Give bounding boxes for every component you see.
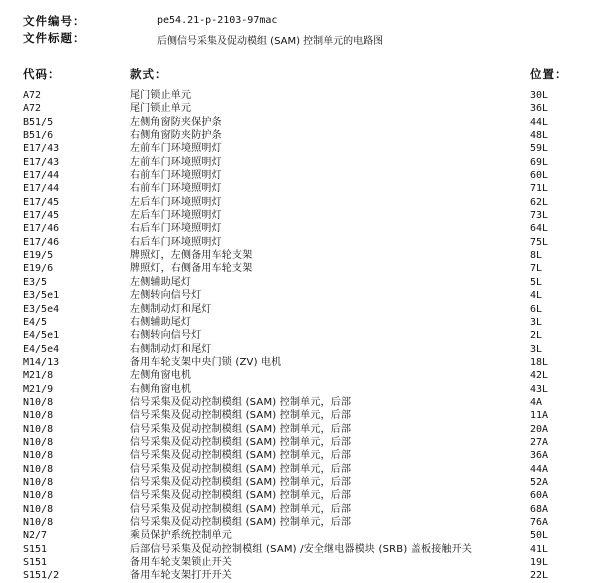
component-position: 4A	[530, 396, 543, 408]
component-code: E17/45	[23, 196, 60, 208]
table-row	[0, 423, 601, 436]
component-name: 左前车门环境照明灯	[130, 143, 222, 155]
component-position: 71L	[530, 183, 549, 195]
table-row	[0, 529, 601, 542]
component-name: 尾门锁止单元	[130, 90, 192, 101]
component-code: N10/8	[23, 463, 54, 475]
component-name: 信号采集及促动控制模组 (SAM) 控制单元，后部	[130, 476, 352, 488]
component-code: N10/8	[23, 503, 54, 515]
component-code: A72	[23, 103, 42, 115]
component-code: M21/8	[23, 370, 54, 382]
component-name: 牌照灯，右侧备用车轮支架	[130, 263, 253, 275]
component-name: 右侧角窗电机	[130, 383, 192, 395]
component-code: A72	[23, 90, 42, 101]
component-position: 19L	[530, 557, 549, 569]
component-position: 5L	[530, 276, 543, 288]
component-code: N2/7	[23, 530, 48, 542]
component-position: 36A	[530, 450, 549, 462]
component-code: E4/5e1	[23, 330, 60, 342]
doc-title-label: 文件标题：	[23, 31, 86, 45]
table-row	[0, 169, 601, 182]
component-code: S151	[23, 557, 48, 569]
component-position: 62L	[530, 196, 549, 208]
component-name: 左侧辅助尾灯	[130, 276, 192, 288]
table-row	[0, 276, 601, 289]
component-name: 信号采集及促动控制模组 (SAM) 控制单元，后部	[130, 396, 352, 408]
component-code: B51/6	[23, 130, 54, 142]
table-row	[0, 236, 601, 249]
component-name: 备用车轮支架打开开关	[130, 570, 232, 582]
component-position: 36L	[530, 103, 549, 115]
component-code: S151/2	[23, 570, 60, 582]
component-position: 64L	[530, 223, 549, 235]
table-row	[0, 503, 601, 516]
component-position: 43L	[530, 383, 549, 395]
table-row	[0, 222, 601, 235]
component-code: E17/43	[23, 143, 60, 155]
component-position: 50L	[530, 530, 549, 542]
component-name: 备用车轮支架中央门锁 (ZV) 电机	[130, 356, 282, 368]
component-position: 18L	[530, 356, 549, 368]
component-code: N10/8	[23, 517, 54, 528]
component-name: 信号采集及促动控制模组 (SAM) 控制单元，后部	[130, 436, 352, 448]
component-code: E17/46	[23, 236, 60, 248]
table-row	[0, 396, 601, 409]
component-name: 乘员保护系统控制单元	[130, 530, 232, 542]
component-name: 信号采集及促动控制模组 (SAM) 控制单元，后部	[130, 410, 352, 422]
component-code: E17/46	[23, 223, 60, 235]
component-code: E19/6	[23, 263, 54, 275]
table-row	[0, 343, 601, 356]
doc-title-value: 后侧信号采集及促动模组 (SAM) 控制单元的电路图	[157, 36, 384, 47]
component-name: 右侧辅助尾灯	[130, 316, 192, 328]
table-row	[0, 556, 601, 569]
table-row	[0, 516, 601, 529]
component-code: E3/5e1	[23, 290, 60, 302]
component-position: 22L	[530, 570, 549, 582]
table-row	[0, 463, 601, 476]
column-header-position: 位置：	[530, 67, 568, 81]
table-row	[0, 383, 601, 396]
table-row	[0, 569, 601, 582]
table-row	[0, 543, 601, 556]
component-code: E17/43	[23, 156, 60, 168]
component-position: 73L	[530, 210, 549, 222]
table-row	[0, 436, 601, 449]
component-code: E3/5	[23, 276, 48, 288]
table-row	[0, 156, 601, 169]
table-row	[0, 449, 601, 462]
component-position: 7L	[530, 263, 543, 275]
component-code: N10/8	[23, 436, 54, 448]
component-name: 右前车门环境照明灯	[130, 183, 222, 195]
table-row	[0, 102, 601, 115]
component-name: 右后车门环境照明灯	[130, 236, 222, 248]
component-name: 信号采集及促动控制模组 (SAM) 控制单元，后部	[130, 490, 352, 502]
component-code: E4/5	[23, 316, 48, 328]
component-position: 41L	[530, 543, 549, 555]
table-row	[0, 329, 601, 342]
component-name: 备用车轮支架锁止开关	[130, 557, 232, 569]
component-name: 左后车门环境照明灯	[130, 210, 222, 222]
component-code: S151	[23, 543, 48, 555]
table-row	[0, 262, 601, 275]
component-position: 60A	[530, 490, 549, 502]
component-name: 左侧角窗电机	[130, 370, 192, 382]
component-position: 75L	[530, 236, 549, 248]
component-code: N10/8	[23, 396, 54, 408]
component-position: 6L	[530, 303, 543, 315]
table-row	[0, 249, 601, 262]
table-row	[0, 89, 601, 102]
column-header-code: 代码：	[23, 67, 61, 81]
component-name: 右侧角窗防夹防护条	[130, 130, 222, 142]
component-name: 信号采集及促动控制模组 (SAM) 控制单元，后部	[130, 517, 352, 528]
component-code: N10/8	[23, 450, 54, 462]
component-name: 信号采集及促动控制模组 (SAM) 控制单元，后部	[130, 463, 352, 475]
component-position: 68A	[530, 503, 549, 515]
component-position: 3L	[530, 316, 543, 328]
component-code: N10/8	[23, 423, 54, 435]
table-row	[0, 369, 601, 382]
table-row	[0, 196, 601, 209]
table-row	[0, 142, 601, 155]
component-name: 右侧转向信号灯	[130, 330, 202, 342]
component-name: 右前车门环境照明灯	[130, 170, 222, 182]
component-name: 右侧制动灯和尾灯	[130, 343, 212, 355]
component-name: 右后车门环境照明灯	[130, 223, 222, 235]
component-position: 48L	[530, 130, 549, 142]
component-code: E17/44	[23, 183, 60, 195]
component-code: N10/8	[23, 410, 54, 422]
component-position: 69L	[530, 156, 549, 168]
component-code: E17/45	[23, 210, 60, 222]
column-header-name: 款式：	[130, 67, 168, 81]
component-position: 44L	[530, 116, 549, 128]
doc-number-label: 文件编号：	[23, 14, 86, 28]
table-row	[0, 489, 601, 502]
component-position: 60L	[530, 170, 549, 182]
component-position: 8L	[530, 250, 543, 262]
component-position: 20A	[530, 423, 549, 435]
component-code: E4/5e4	[23, 343, 60, 355]
component-name: 后部信号采集及促动控制模组 (SAM) /安全继电器模块 (SRB) 盖板接触开关	[130, 543, 473, 555]
component-name: 尾门锁止单元	[130, 103, 192, 115]
component-position: 42L	[530, 370, 549, 382]
component-position: 76A	[530, 517, 549, 528]
component-name: 左侧角窗防夹保护条	[130, 116, 222, 128]
component-name: 信号采集及促动控制模组 (SAM) 控制单元，后部	[130, 450, 352, 462]
component-position: 3L	[530, 343, 543, 355]
component-name: 牌照灯，左侧备用车轮支架	[130, 250, 253, 262]
component-position: 59L	[530, 143, 549, 155]
table-row	[0, 476, 601, 489]
table-row	[0, 116, 601, 129]
table-row	[0, 209, 601, 222]
component-code: E3/5e4	[23, 303, 60, 315]
table-row	[0, 409, 601, 422]
component-position: 52A	[530, 476, 549, 488]
component-name: 信号采集及促动控制模组 (SAM) 控制单元，后部	[130, 423, 352, 435]
table-row	[0, 303, 601, 316]
table-row	[0, 289, 601, 302]
component-position: 44A	[530, 463, 549, 475]
doc-number-value: pe54.21-p-2103-97mac	[157, 15, 278, 26]
component-position: 11A	[530, 410, 549, 422]
component-code: M21/9	[23, 383, 54, 395]
component-code: N10/8	[23, 490, 54, 502]
table-row	[0, 356, 601, 369]
component-position: 27A	[530, 436, 549, 448]
table-row	[0, 182, 601, 195]
component-code: E17/44	[23, 170, 60, 182]
component-name: 左侧转向信号灯	[130, 290, 202, 302]
component-name: 左前车门环境照明灯	[130, 156, 222, 168]
component-position: 2L	[530, 330, 543, 342]
table-row	[0, 129, 601, 142]
component-table	[0, 89, 601, 583]
component-code: B51/5	[23, 116, 54, 128]
component-name: 左后车门环境照明灯	[130, 196, 222, 208]
component-position: 4L	[530, 290, 543, 302]
component-position: 30L	[530, 90, 549, 101]
component-code: E19/5	[23, 250, 54, 262]
component-name: 左侧制动灯和尾灯	[130, 303, 212, 315]
table-row	[0, 316, 601, 329]
component-name: 信号采集及促动控制模组 (SAM) 控制单元，后部	[130, 503, 352, 515]
component-code: M14/13	[23, 356, 60, 368]
component-code: N10/8	[23, 476, 54, 488]
